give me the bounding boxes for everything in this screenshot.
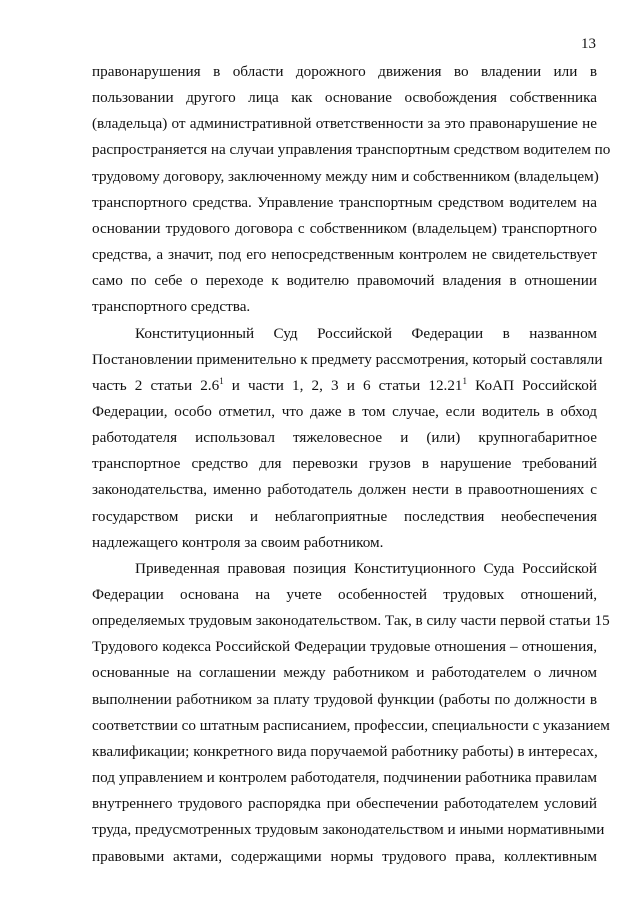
text-line: квалификации; конкретного вида поручаемой работнику работы) в интересах, bbox=[92, 742, 598, 760]
text-line: средства, а значит, под его непосредственным контролем не свидетельствует bbox=[92, 246, 597, 264]
text-line: государством риски и неблагоприятные последствия необеспечения bbox=[92, 507, 597, 525]
text-line: надлежащего контроля за своим работником. bbox=[92, 533, 384, 551]
text-line: Приведенная правовая позиция Конституционного Суда Российской bbox=[135, 559, 597, 577]
text-line: Федерации, особо отметил, что даже в том случае, если водитель в обход bbox=[92, 402, 597, 420]
superscript: 1 bbox=[462, 375, 468, 386]
superscript: 1 bbox=[219, 375, 224, 386]
text-line: транспортное средство для перевозки грузов в нарушение требований bbox=[92, 455, 597, 473]
text-line: само по себе о переходе к водителю правомочий владения в отношении bbox=[92, 272, 597, 290]
text-line: трудовому договору, заключенному между ним и собственником (владельцем) bbox=[92, 167, 599, 185]
text-line: Постановлении применительно к предмету рассмотрения, который составляли bbox=[92, 350, 603, 368]
text-line: под управлением и контролем работодателя, подчинении работника правилам bbox=[92, 769, 597, 787]
text-line: правонарушения в области дорожного движения во владении или в bbox=[92, 63, 597, 80]
text-line: правовыми актами, содержащими нормы трудового права, коллективным bbox=[92, 847, 597, 865]
text-line: соответствии со штатным расписанием, профессии, специальности с указанием bbox=[92, 716, 610, 734]
text-segment: и части 1, 2, 3 и 6 статьи 12.21 bbox=[223, 376, 463, 394]
text-line: Конституционный Суд Российской Федерации в названном bbox=[135, 324, 597, 342]
text-line bbox=[92, 374, 597, 398]
text-line: Трудового кодекса Российской Федерации трудовые отношения – отношения, bbox=[92, 638, 597, 656]
text-line: основанные на соглашении между работником и работодателем о личном bbox=[92, 664, 597, 682]
text-line: определяемых трудовым законодательством. Так, в силу части первой статьи 15 bbox=[92, 612, 610, 630]
text-line: транспортного средства. bbox=[92, 298, 251, 316]
text-line: пользовании другого лица как основание освобождения собственника bbox=[92, 89, 597, 107]
text-line: внутреннего трудового распорядка при обеспечении работодателем условий bbox=[92, 795, 597, 813]
text-line: основании трудового договора с собственником (владельцем) транспортного bbox=[92, 219, 597, 237]
text-line: Федерации основана на учете особенностей трудовых отношений, bbox=[92, 586, 597, 603]
text-segment: часть 2 статьи 2.6 bbox=[92, 376, 220, 394]
text-line: выполнении работником за плату трудовой функции (работы по должности в bbox=[92, 690, 597, 708]
text-line: работодателя использовал тяжеловесное и (или) крупногабаритное bbox=[92, 429, 597, 447]
text-line: распространяется на случаи управления транспортным средством водителем по bbox=[92, 141, 611, 159]
text-line: транспортного средства. Управление транспортным средством водителем на bbox=[92, 193, 597, 211]
text-line: труда, предусмотренных трудовым законодательством и иными нормативными bbox=[92, 821, 605, 839]
text-line: (владельца) от административной ответственности за это правонарушение не bbox=[92, 115, 597, 133]
page-number: 13 bbox=[581, 36, 596, 52]
text-segment: КоАП Российской bbox=[467, 376, 597, 394]
text-line: законодательства, именно работодатель должен нести в правоотношениях с bbox=[92, 481, 597, 499]
